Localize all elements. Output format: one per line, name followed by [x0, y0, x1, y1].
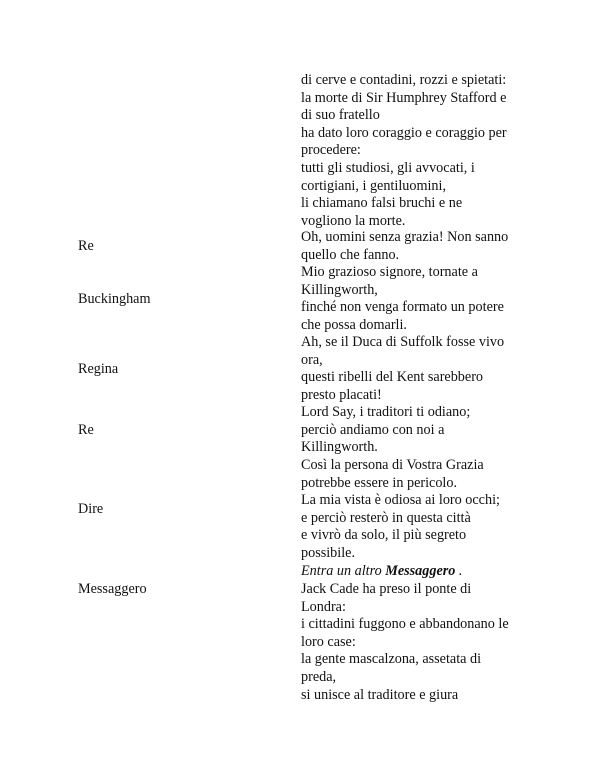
dialogue-line: che possa domarli. [301, 316, 407, 333]
dialogue-line: vogliono la morte. [301, 212, 406, 229]
dialogue-line: quello che fanno. [301, 246, 400, 263]
dialogue-line: i cittadini fuggono e abbandonano le [301, 616, 509, 633]
dialogue-line: questi ribelli del Kent sarebbero [301, 369, 484, 386]
dialogue-line: tutti gli studiosi, gli avvocati, i [301, 159, 475, 176]
speaker-name: Re [78, 422, 94, 438]
dialogue-line: La mia vista è odiosa ai loro occhi; [301, 492, 500, 509]
dialogue-line: Così la persona di Vostra Grazia [301, 457, 484, 473]
dialogue-line: finché non venga formato un potere [301, 299, 504, 316]
dialogue-lines [301, 229, 551, 264]
dialogue-line: cortigiani, i gentiluomini, [301, 177, 447, 194]
dialogue-line: presto placati! [301, 386, 382, 403]
dialogue-lines [301, 72, 551, 230]
dialogue-line: Mio grazioso signore, tornate a [301, 264, 478, 280]
dialogue-line: procedere: [301, 142, 361, 159]
dialogue-line: la gente mascalzona, assetata di [301, 651, 482, 668]
dialogue-line: si unisce al traditore e giura [301, 686, 459, 703]
stage-direction [301, 563, 551, 581]
speaker-name: Regina [78, 361, 119, 377]
dialogue-line: di cerve e contadini, rozzi e spietati: [301, 72, 507, 88]
dialogue-line: Killingworth, [301, 281, 378, 298]
dialogue-line: Oh, uomini senza grazia! Non sanno [301, 229, 509, 245]
stage-direction-character: Messaggero [385, 563, 456, 579]
stage-direction-text: Entra un altro [301, 563, 386, 579]
dialogue-lines [301, 581, 551, 704]
dialogue-line: li chiamano falsi bruchi e ne [301, 195, 463, 212]
dialogue-line: Killingworth. [301, 439, 378, 456]
dialogue-line: Lord Say, i traditori ti odiano; [301, 404, 471, 420]
dialogue-line: ora, [301, 351, 323, 368]
dialogue-line: potrebbe essere in pericolo. [301, 474, 458, 491]
dialogue-line: perciò andiamo con noi a [301, 421, 445, 438]
speaker-name: Buckingham [78, 291, 151, 307]
dialogue-lines [301, 457, 551, 563]
speaker-name: Dire [78, 501, 104, 517]
dialogue-line: Ah, se il Duca di Suffolk fosse vivo [301, 334, 505, 350]
dialogue-line: possibile. [301, 544, 355, 561]
dialogue-line: ha dato loro coraggio e coraggio per [301, 124, 507, 141]
dialogue-line: loro case: [301, 633, 356, 650]
dialogue-line: Londra: [301, 598, 346, 615]
dialogue-line: e perciò resterò in questa città [301, 509, 471, 526]
dialogue-lines [301, 334, 551, 404]
dialogue-lines [301, 404, 551, 457]
speaker-name: Messaggero [78, 581, 147, 597]
dialogue-line: la morte di Sir Humphrey Stafford e [301, 89, 507, 106]
dialogue-lines [301, 264, 551, 334]
dialogue-line: e vivrò da solo, il più segreto [301, 527, 467, 544]
dialogue-line: di suo fratello [301, 107, 380, 124]
stage-direction-line [301, 563, 551, 581]
stage-direction-text: . [455, 563, 463, 579]
speaker-name: Re [78, 238, 94, 254]
dialogue-line: Jack Cade ha preso il ponte di [301, 581, 472, 597]
dialogue-line: preda, [301, 668, 337, 685]
